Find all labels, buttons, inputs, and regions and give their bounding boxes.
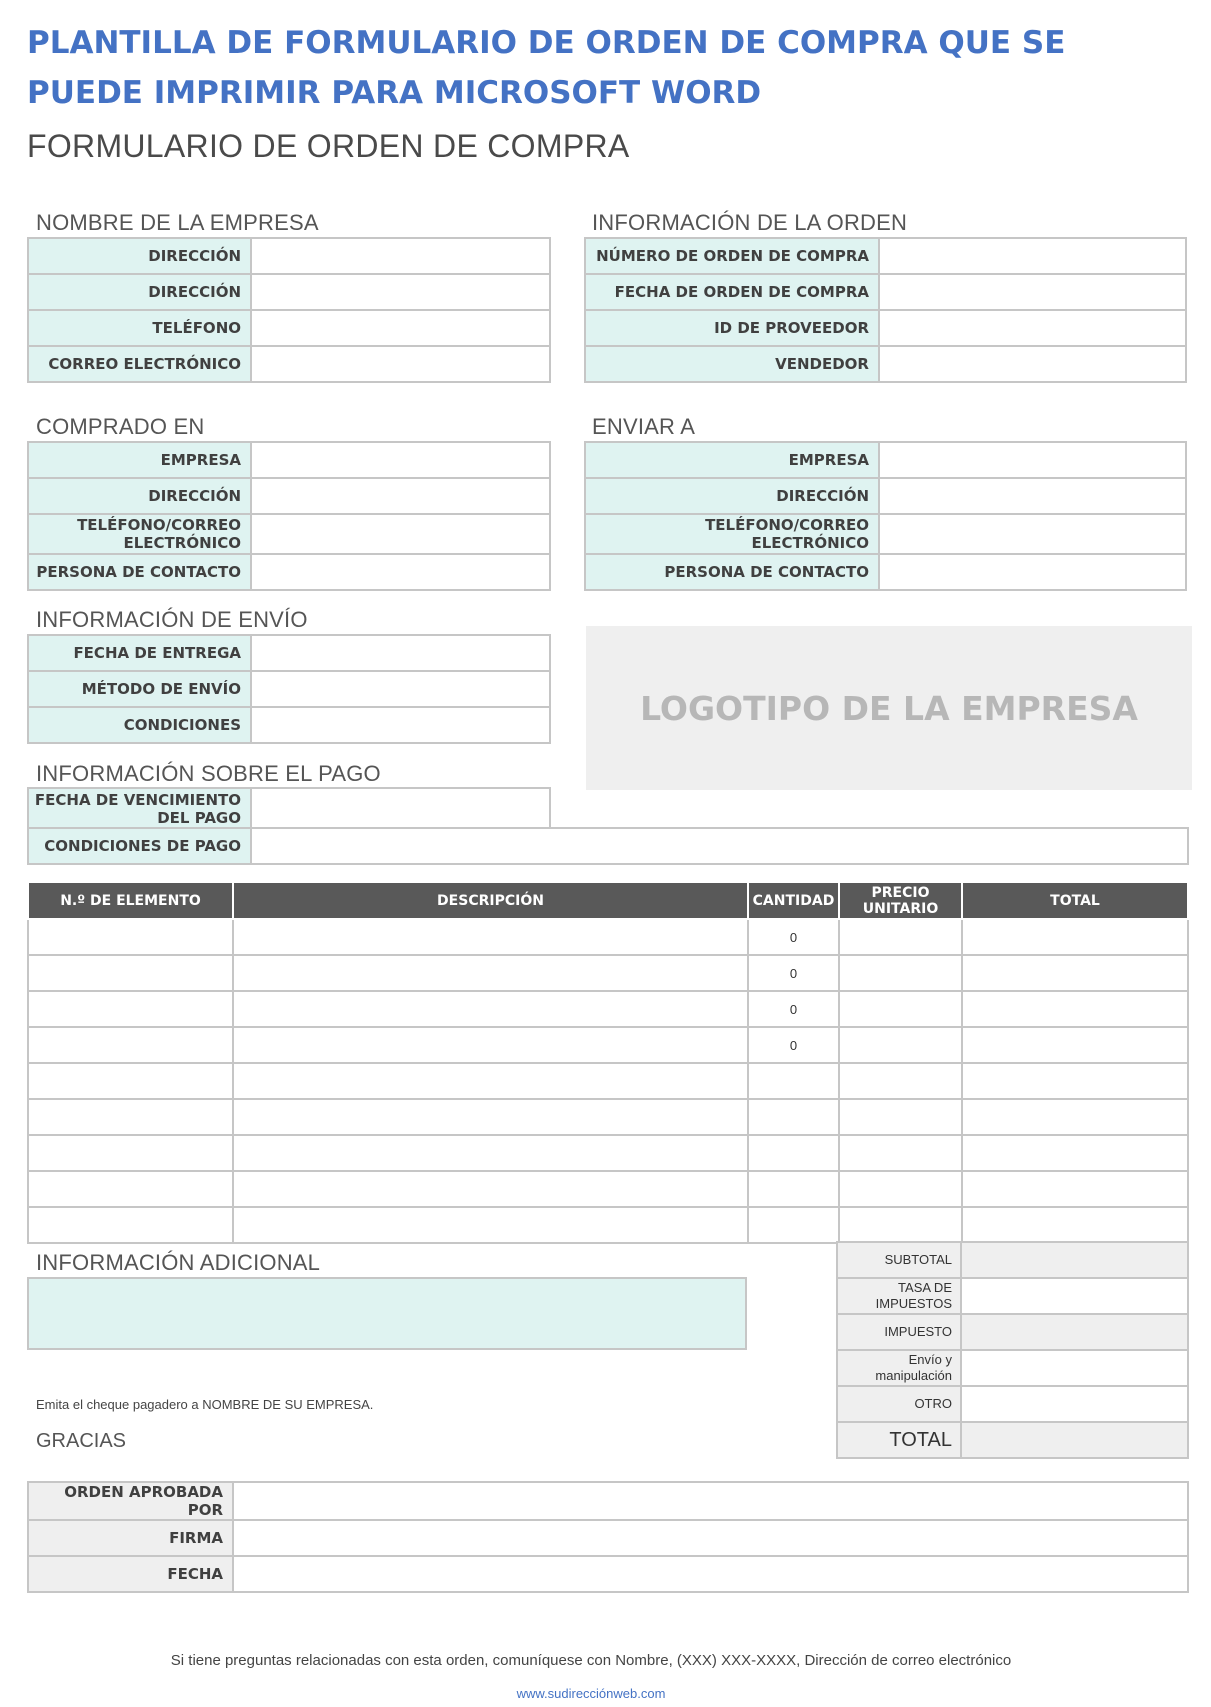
signature-label: FIRMA <box>28 1520 233 1556</box>
tax-value <box>961 1314 1188 1350</box>
date-field[interactable] <box>233 1556 1188 1592</box>
field-label: DIRECCIÓN <box>28 238 251 274</box>
line-total-cell[interactable] <box>962 1099 1188 1135</box>
unit-price-cell[interactable] <box>839 955 962 991</box>
item-number-cell[interactable] <box>28 1099 233 1135</box>
table-row <box>28 442 550 478</box>
date-label: FECHA <box>28 1556 233 1592</box>
table-row <box>837 1422 1188 1458</box>
additional-heading: INFORMACIÓN ADICIONAL <box>36 1250 321 1275</box>
field-label: DIRECCIÓN <box>585 478 879 514</box>
field-label: ID DE PROVEEDOR <box>585 310 879 346</box>
bought-phone-email-field[interactable] <box>251 514 550 554</box>
quantity-cell[interactable] <box>748 1135 839 1171</box>
company-address-2-field[interactable] <box>251 274 550 310</box>
item-number-cell[interactable] <box>28 1027 233 1063</box>
supplier-id-field[interactable] <box>879 310 1186 346</box>
item-number-cell[interactable] <box>28 919 233 955</box>
unit-price-cell[interactable] <box>839 1171 962 1207</box>
totals-table <box>836 1241 1189 1459</box>
delivery-date-field[interactable] <box>251 635 550 671</box>
table-row <box>28 478 550 514</box>
quantity-cell[interactable]: 0 <box>748 919 839 955</box>
item-number-cell[interactable] <box>28 955 233 991</box>
tax-label: IMPUESTO <box>837 1314 961 1350</box>
table-row <box>28 919 1188 955</box>
footer-contact-note: Si tiene preguntas relacionadas con esta orden, comuníquese con Nombre, (XXX) XXX-XXXX, Dirección de correo electrónico <box>170 1652 1012 1669</box>
bought-at-heading: COMPRADO EN <box>36 414 205 439</box>
ship-to-table <box>584 441 1187 591</box>
quantity-cell[interactable] <box>748 1099 839 1135</box>
col-header-unit-price: PRECIO UNITARIO <box>839 883 962 919</box>
document-title: PLANTILLA DE FORMULARIO DE ORDEN DE COMPRA QUE SE PUEDE IMPRIMIR PARA MICROSOFT WORD <box>27 25 1066 111</box>
table-row <box>837 1278 1188 1314</box>
description-cell[interactable] <box>233 955 748 991</box>
quantity-cell[interactable] <box>748 1207 839 1243</box>
item-number-cell[interactable] <box>28 991 233 1027</box>
total-value <box>961 1422 1188 1458</box>
quantity-cell[interactable]: 0 <box>748 991 839 1027</box>
other-field[interactable] <box>961 1386 1188 1422</box>
table-row <box>28 828 1188 864</box>
field-label: VENDEDOR <box>585 346 879 382</box>
tax-rate-label: TASA DE IMPUESTOS <box>837 1278 961 1314</box>
table-row <box>585 554 1186 590</box>
table-row <box>837 1314 1188 1350</box>
unit-price-cell[interactable] <box>839 919 962 955</box>
payment-terms-table <box>27 827 1189 865</box>
quantity-cell[interactable] <box>748 1063 839 1099</box>
table-row <box>28 1171 1188 1207</box>
payment-heading: INFORMACIÓN SOBRE EL PAGO <box>36 761 381 786</box>
shipping-handling-label: Envío y manipulación <box>837 1350 961 1386</box>
field-label: CONDICIONES DE PAGO <box>28 828 251 864</box>
company-address-1-field[interactable] <box>251 238 550 274</box>
table-row <box>585 442 1186 478</box>
bought-company-field[interactable] <box>251 442 550 478</box>
company-heading: NOMBRE DE LA EMPRESA <box>36 210 319 235</box>
ship-address-field[interactable] <box>879 478 1186 514</box>
company-email-field[interactable] <box>251 346 550 382</box>
field-label: FECHA DE ENTREGA <box>28 635 251 671</box>
table-row <box>28 635 550 671</box>
ship-contact-field[interactable] <box>879 554 1186 590</box>
description-cell[interactable] <box>233 1207 748 1243</box>
field-label: PERSONA DE CONTACTO <box>585 554 879 590</box>
field-label: FECHA DE ORDEN DE COMPRA <box>585 274 879 310</box>
shipping-terms-field[interactable] <box>251 707 550 743</box>
table-row <box>28 707 550 743</box>
unit-price-cell[interactable] <box>839 1207 962 1243</box>
thanks-text: GRACIAS <box>36 1430 127 1452</box>
seller-field[interactable] <box>879 346 1186 382</box>
unit-price-cell[interactable] <box>839 1027 962 1063</box>
ship-company-field[interactable] <box>879 442 1186 478</box>
field-label: FECHA DE VENCIMIENTO DEL PAGO <box>28 788 251 828</box>
additional-info-field[interactable] <box>27 1277 747 1350</box>
table-row <box>28 1135 1188 1171</box>
shipping-heading: INFORMACIÓN DE ENVÍO <box>36 607 308 632</box>
description-cell[interactable] <box>233 1171 748 1207</box>
approval-table <box>27 1481 1189 1593</box>
table-row <box>28 1063 1188 1099</box>
subtotal-label: SUBTOTAL <box>837 1242 961 1278</box>
table-row <box>837 1242 1188 1278</box>
shipping-table <box>27 634 551 744</box>
description-cell[interactable] <box>233 919 748 955</box>
table-row <box>837 1386 1188 1422</box>
table-row <box>28 274 550 310</box>
other-label: OTRO <box>837 1386 961 1422</box>
table-row <box>28 1099 1188 1135</box>
bought-at-table <box>27 441 551 591</box>
table-row <box>28 514 550 554</box>
company-logo-placeholder[interactable] <box>586 626 1192 790</box>
description-cell[interactable] <box>233 1099 748 1135</box>
table-row <box>28 310 550 346</box>
table-row <box>28 1520 1188 1556</box>
bought-contact-field[interactable] <box>251 554 550 590</box>
field-label: MÉTODO DE ENVÍO <box>28 671 251 707</box>
quantity-cell[interactable]: 0 <box>748 1027 839 1063</box>
total-label: TOTAL <box>837 1422 961 1458</box>
ship-to-heading: ENVIAR A <box>592 414 696 439</box>
table-row <box>837 1350 1188 1386</box>
table-row <box>28 991 1188 1027</box>
table-row <box>585 478 1186 514</box>
logo-text: LOGOTIPO DE LA EMPRESA <box>640 688 1138 728</box>
website-link[interactable]: www.sudirecciónweb.com <box>516 1686 666 1701</box>
check-payable-note: Emita el cheque pagadero a NOMBRE DE SU EMPRESA. <box>36 1397 374 1412</box>
signature-field[interactable] <box>233 1520 1188 1556</box>
description-cell[interactable] <box>233 1063 748 1099</box>
payment-due-date-field[interactable] <box>251 788 550 828</box>
approved-by-label: ORDEN APROBADA POR <box>28 1482 233 1520</box>
description-cell[interactable] <box>233 1135 748 1171</box>
unit-price-cell[interactable] <box>839 991 962 1027</box>
table-row <box>28 788 550 828</box>
description-cell[interactable] <box>233 1027 748 1063</box>
item-number-cell[interactable] <box>28 1135 233 1171</box>
table-row <box>28 554 550 590</box>
approved-by-field[interactable] <box>233 1482 1188 1520</box>
field-label: EMPRESA <box>28 442 251 478</box>
line-total-cell[interactable] <box>962 1063 1188 1099</box>
line-total-cell[interactable] <box>962 1207 1188 1243</box>
order-info-table <box>584 237 1187 383</box>
order-info-heading: INFORMACIÓN DE LA ORDEN <box>592 210 908 235</box>
field-label: EMPRESA <box>585 442 879 478</box>
field-label: CONDICIONES <box>28 707 251 743</box>
subtotal-value <box>961 1242 1188 1278</box>
items-table <box>27 883 1189 1244</box>
company-table <box>27 237 551 383</box>
line-total-cell[interactable] <box>962 955 1188 991</box>
table-row <box>28 1556 1188 1592</box>
table-row <box>28 955 1188 991</box>
col-header-total: TOTAL <box>962 883 1188 919</box>
col-header-quantity: CANTIDAD <box>748 883 839 919</box>
line-total-cell[interactable] <box>962 1135 1188 1171</box>
line-total-cell[interactable] <box>962 1027 1188 1063</box>
field-label: CORREO ELECTRÓNICO <box>28 346 251 382</box>
table-row <box>585 238 1186 274</box>
unit-price-cell[interactable] <box>839 1099 962 1135</box>
field-label: NÚMERO DE ORDEN DE COMPRA <box>585 238 879 274</box>
company-phone-field[interactable] <box>251 310 550 346</box>
tax-rate-field[interactable] <box>961 1278 1188 1314</box>
unit-price-cell[interactable] <box>839 1135 962 1171</box>
items-header-row <box>28 883 1188 919</box>
item-number-cell[interactable] <box>28 1171 233 1207</box>
payment-terms-field[interactable] <box>251 828 1188 864</box>
field-label: DIRECCIÓN <box>28 478 251 514</box>
ship-phone-email-field[interactable] <box>879 514 1186 554</box>
table-row <box>585 346 1186 382</box>
field-label: DIRECCIÓN <box>28 274 251 310</box>
col-header-item-number: N.º DE ELEMENTO <box>28 883 233 919</box>
table-row <box>585 310 1186 346</box>
table-row <box>28 238 550 274</box>
item-number-cell[interactable] <box>28 1063 233 1099</box>
field-label: TELÉFONO/CORREO ELECTRÓNICO <box>585 514 879 554</box>
field-label: TELÉFONO <box>28 310 251 346</box>
table-row <box>28 1027 1188 1063</box>
po-number-field[interactable] <box>879 238 1186 274</box>
line-total-cell[interactable] <box>962 1171 1188 1207</box>
po-date-field[interactable] <box>879 274 1186 310</box>
col-header-description: DESCRIPCIÓN <box>233 883 748 919</box>
unit-price-cell[interactable] <box>839 1063 962 1099</box>
table-row <box>28 1482 1188 1520</box>
quantity-cell[interactable]: 0 <box>748 955 839 991</box>
line-total-cell[interactable] <box>962 991 1188 1027</box>
shipping-handling-field[interactable] <box>961 1350 1188 1386</box>
table-row <box>585 274 1186 310</box>
line-total-cell[interactable] <box>962 919 1188 955</box>
item-number-cell[interactable] <box>28 1207 233 1243</box>
table-row <box>28 671 550 707</box>
shipping-method-field[interactable] <box>251 671 550 707</box>
description-cell[interactable] <box>233 991 748 1027</box>
table-row <box>28 1207 1188 1243</box>
field-label: PERSONA DE CONTACTO <box>28 554 251 590</box>
field-label: TELÉFONO/CORREO ELECTRÓNICO <box>28 514 251 554</box>
bought-address-field[interactable] <box>251 478 550 514</box>
form-subtitle: FORMULARIO DE ORDEN DE COMPRA <box>27 128 630 164</box>
payment-due-table <box>27 787 551 828</box>
quantity-cell[interactable] <box>748 1171 839 1207</box>
table-row <box>585 514 1186 554</box>
table-row <box>28 346 550 382</box>
